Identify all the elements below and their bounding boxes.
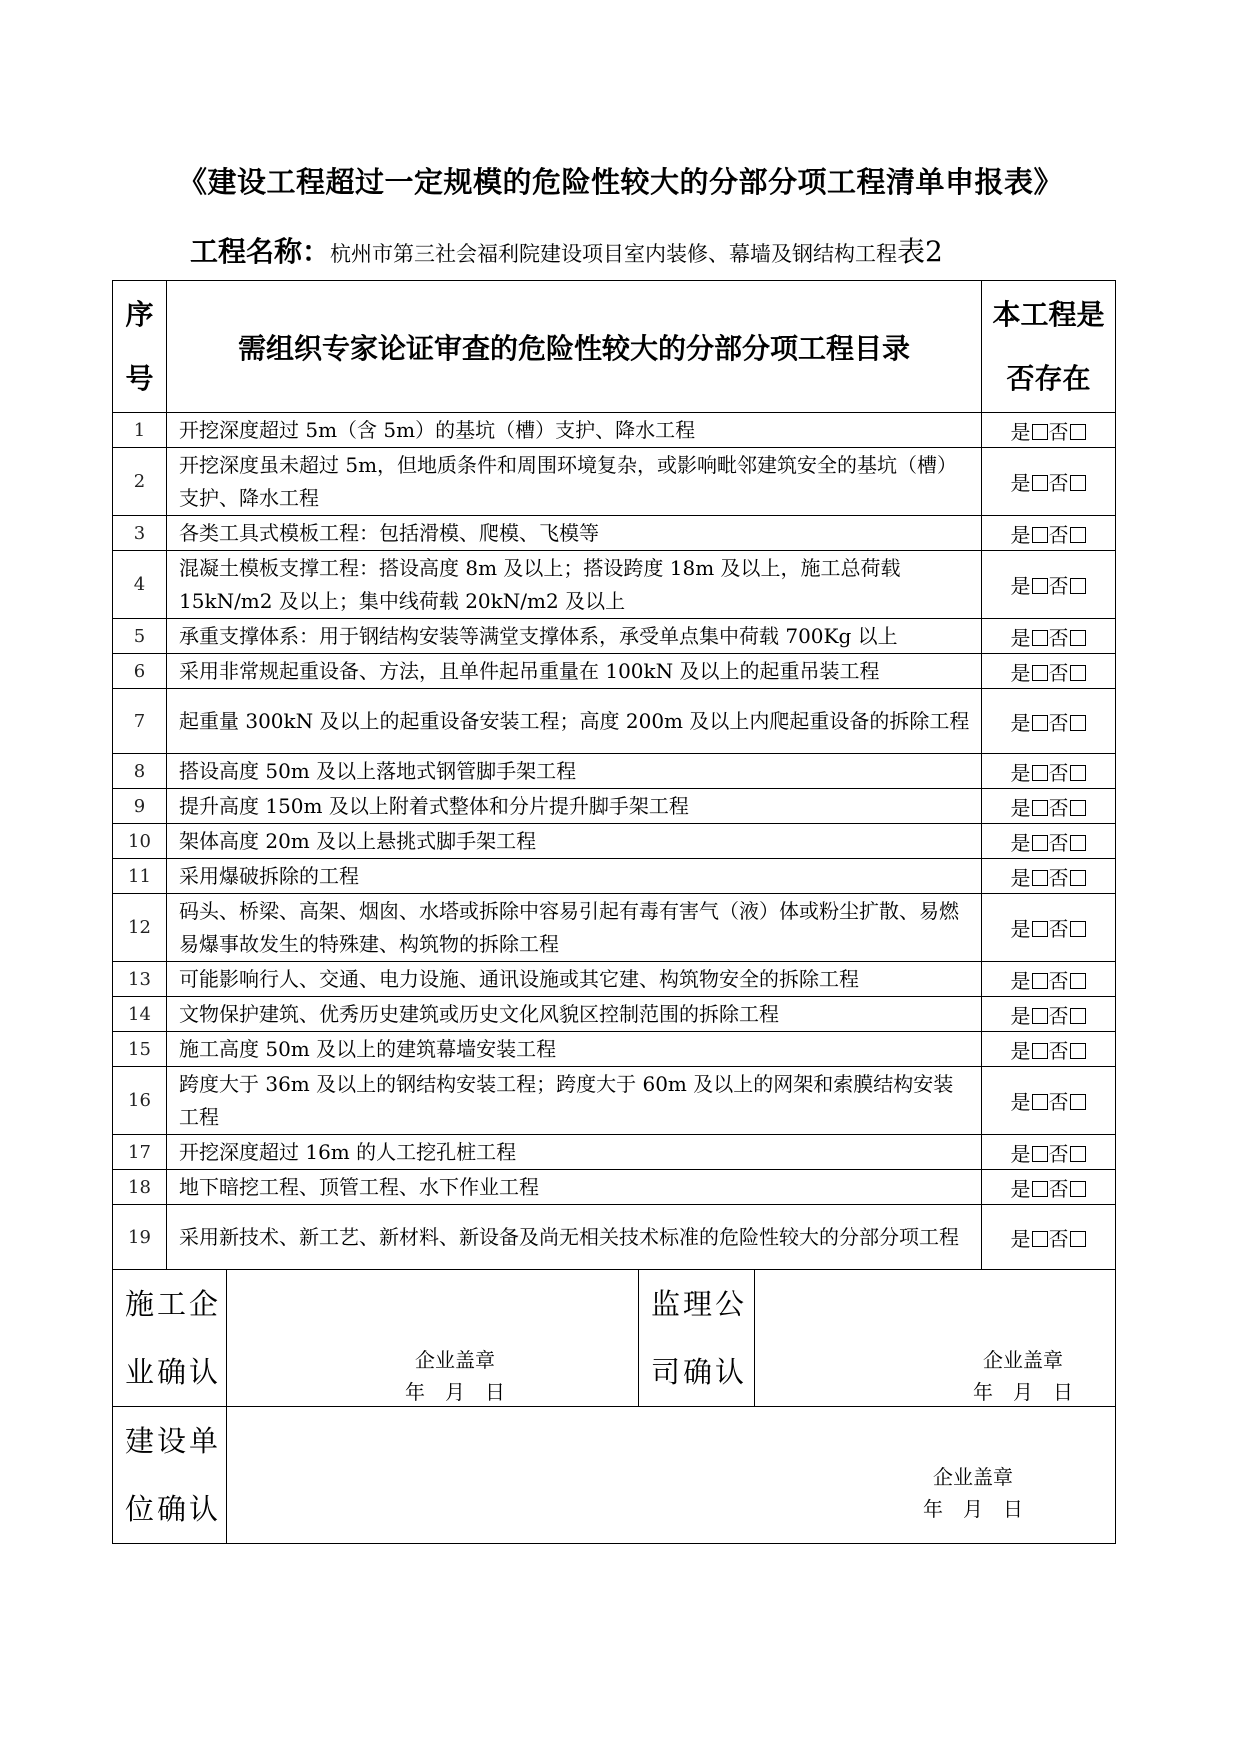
no-checkbox[interactable] bbox=[1070, 870, 1086, 886]
row-description: 跨度大于 36m 及以上的钢结构安装工程；跨度大于 60m 及以上的网架和索膜结构安装工程 bbox=[167, 1067, 982, 1135]
table-row bbox=[113, 754, 1116, 789]
table-row bbox=[113, 654, 1116, 689]
yes-checkbox[interactable] bbox=[1032, 1231, 1048, 1247]
row-number: 8 bbox=[113, 754, 167, 789]
row-description: 各类工具式模板工程：包括滑模、爬模、飞模等 bbox=[167, 516, 982, 551]
yes-checkbox[interactable] bbox=[1032, 475, 1048, 491]
contractor-signature-area[interactable] bbox=[227, 1270, 639, 1407]
supervisor-label-line1: 监理公 bbox=[651, 1287, 748, 1321]
yes-label: 是 bbox=[1010, 660, 1031, 685]
yes-checkbox[interactable] bbox=[1032, 765, 1048, 781]
row-number: 3 bbox=[113, 516, 167, 551]
header-exists-line2: 否存在 bbox=[1006, 361, 1091, 395]
owner-seal bbox=[923, 1461, 1023, 1525]
document-title: 《建设工程超过一定规模的危险性较大的分部分项工程清单申报表》 bbox=[177, 165, 1063, 199]
no-label: 否 bbox=[1048, 830, 1069, 855]
row-description: 提升高度 150m 及以上附着式整体和分片提升脚手架工程 bbox=[167, 789, 982, 824]
no-label: 否 bbox=[1048, 1141, 1069, 1166]
row-number: 12 bbox=[113, 894, 167, 962]
no-checkbox[interactable] bbox=[1070, 527, 1086, 543]
no-checkbox[interactable] bbox=[1070, 1043, 1086, 1059]
yes-label: 是 bbox=[1010, 760, 1031, 785]
table-number: 表2 bbox=[897, 235, 943, 268]
row-exists-choice bbox=[982, 551, 1116, 619]
supervisor-label-line2: 司确认 bbox=[651, 1355, 748, 1389]
yes-label: 是 bbox=[1010, 1226, 1031, 1251]
yes-label: 是 bbox=[1010, 471, 1031, 495]
no-checkbox[interactable] bbox=[1070, 1181, 1086, 1197]
row-number: 16 bbox=[113, 1067, 167, 1135]
table-row bbox=[113, 789, 1116, 824]
no-checkbox[interactable] bbox=[1070, 630, 1086, 646]
header-serial-line1: 序 bbox=[125, 297, 154, 331]
no-label: 否 bbox=[1048, 625, 1069, 650]
table-row bbox=[113, 516, 1116, 551]
header-exists-line1: 本工程是 bbox=[992, 297, 1105, 331]
row-number: 7 bbox=[113, 689, 167, 754]
yes-checkbox[interactable] bbox=[1032, 921, 1048, 937]
yes-label: 是 bbox=[1010, 1090, 1031, 1114]
row-number: 9 bbox=[113, 789, 167, 824]
row-number: 6 bbox=[113, 654, 167, 689]
yes-label: 是 bbox=[1010, 1176, 1031, 1201]
table-row bbox=[113, 1135, 1116, 1170]
row-exists-choice bbox=[982, 859, 1116, 894]
table-row bbox=[113, 962, 1116, 997]
signoff-row-contractor-supervisor bbox=[113, 1270, 1116, 1407]
yes-checkbox[interactable] bbox=[1032, 1146, 1048, 1162]
no-label: 否 bbox=[1048, 968, 1069, 993]
table-row bbox=[113, 689, 1116, 754]
row-number: 14 bbox=[113, 997, 167, 1032]
no-label: 否 bbox=[1048, 1003, 1069, 1028]
row-description: 开挖深度超过 16m 的人工挖孔桩工程 bbox=[167, 1135, 982, 1170]
table-row bbox=[113, 551, 1116, 619]
contractor-date: 年 月 日 bbox=[405, 1380, 505, 1404]
row-exists-choice bbox=[982, 448, 1116, 516]
row-number: 4 bbox=[113, 551, 167, 619]
yes-label: 是 bbox=[1010, 865, 1031, 890]
contractor-label-line2: 业确认 bbox=[125, 1355, 222, 1389]
table-row bbox=[113, 413, 1116, 448]
yes-checkbox[interactable] bbox=[1032, 1043, 1048, 1059]
no-checkbox[interactable] bbox=[1070, 1146, 1086, 1162]
header-row bbox=[113, 281, 1116, 413]
yes-label: 是 bbox=[1010, 795, 1031, 820]
row-description: 采用爆破拆除的工程 bbox=[167, 859, 982, 894]
row-description: 采用新技术、新工艺、新材料、新设备及尚无相关技术标准的危险性较大的分部分项工程 bbox=[167, 1205, 982, 1270]
header-exists bbox=[982, 281, 1116, 413]
no-checkbox[interactable] bbox=[1070, 800, 1086, 816]
no-label: 否 bbox=[1048, 917, 1069, 941]
row-exists-choice bbox=[982, 824, 1116, 859]
row-number: 1 bbox=[113, 413, 167, 448]
no-checkbox[interactable] bbox=[1070, 424, 1086, 440]
row-description: 承重支撑体系：用于钢结构安装等满堂支撑体系，承受单点集中荷载 700Kg 以上 bbox=[167, 619, 982, 654]
row-description: 采用非常规起重设备、方法，且单件起吊重量在 100kN 及以上的起重吊装工程 bbox=[167, 654, 982, 689]
supervisor-seal bbox=[973, 1344, 1073, 1408]
supervisor-signature-area[interactable] bbox=[755, 1270, 1116, 1407]
yes-label: 是 bbox=[1010, 522, 1031, 547]
header-catalog: 需组织专家论证审查的危险性较大的分部分项工程目录 bbox=[167, 281, 982, 413]
row-description: 搭设高度 50m 及以上落地式钢管脚手架工程 bbox=[167, 754, 982, 789]
yes-label: 是 bbox=[1010, 419, 1031, 444]
no-checkbox[interactable] bbox=[1070, 1231, 1086, 1247]
yes-checkbox[interactable] bbox=[1032, 578, 1048, 594]
no-label: 否 bbox=[1048, 795, 1069, 820]
table-row bbox=[113, 824, 1116, 859]
header-serial-line2: 号 bbox=[125, 361, 154, 395]
no-checkbox[interactable] bbox=[1070, 578, 1086, 594]
yes-label: 是 bbox=[1010, 1038, 1031, 1063]
row-exists-choice bbox=[982, 894, 1116, 962]
yes-checkbox[interactable] bbox=[1032, 424, 1048, 440]
contractor-seal bbox=[405, 1344, 505, 1408]
row-number: 15 bbox=[113, 1032, 167, 1067]
row-description: 混凝土模板支撑工程：搭设高度 8m 及以上；搭设跨度 18m 及以上，施工总荷载15kN/m2 及以上；集中线荷载 20kN/m2 及以上 bbox=[167, 551, 982, 619]
row-exists-choice bbox=[982, 997, 1116, 1032]
row-exists-choice bbox=[982, 962, 1116, 997]
contractor-seal-text: 企业盖章 bbox=[415, 1348, 495, 1372]
yes-checkbox[interactable] bbox=[1032, 1094, 1048, 1110]
yes-checkbox[interactable] bbox=[1032, 715, 1048, 731]
table-row bbox=[113, 619, 1116, 654]
row-exists-choice bbox=[982, 654, 1116, 689]
supervisor-confirm-label bbox=[639, 1270, 755, 1407]
row-description: 地下暗挖工程、顶管工程、水下作业工程 bbox=[167, 1170, 982, 1205]
row-number: 10 bbox=[113, 824, 167, 859]
no-label: 否 bbox=[1048, 471, 1069, 495]
row-exists-choice bbox=[982, 1135, 1116, 1170]
yes-checkbox[interactable] bbox=[1032, 870, 1048, 886]
table-row bbox=[113, 448, 1116, 516]
project-name-label: 工程名称： bbox=[190, 235, 331, 268]
header-serial-no bbox=[113, 281, 167, 413]
signoff-row-owner bbox=[113, 1407, 1116, 1544]
row-exists-choice bbox=[982, 754, 1116, 789]
no-checkbox[interactable] bbox=[1070, 921, 1086, 937]
row-description: 码头、桥梁、高架、烟囱、水塔或拆除中容易引起有毒有害气（液）体或粉尘扩散、易燃易爆事故发生的特殊建、构筑物的拆除工程 bbox=[167, 894, 982, 962]
yes-checkbox[interactable] bbox=[1032, 665, 1048, 681]
no-label: 否 bbox=[1048, 1176, 1069, 1201]
no-label: 否 bbox=[1048, 574, 1069, 598]
no-label: 否 bbox=[1048, 419, 1069, 444]
row-number: 18 bbox=[113, 1170, 167, 1205]
row-number: 17 bbox=[113, 1135, 167, 1170]
no-label: 否 bbox=[1048, 1226, 1069, 1251]
yes-checkbox[interactable] bbox=[1032, 1181, 1048, 1197]
row-exists-choice bbox=[982, 413, 1116, 448]
row-exists-choice bbox=[982, 1032, 1116, 1067]
row-exists-choice bbox=[982, 789, 1116, 824]
row-exists-choice bbox=[982, 1067, 1116, 1135]
row-exists-choice bbox=[982, 516, 1116, 551]
owner-seal-text: 企业盖章 bbox=[933, 1465, 1013, 1489]
yes-checkbox[interactable] bbox=[1032, 835, 1048, 851]
row-description: 起重量 300kN 及以上的起重设备安装工程；高度 200m 及以上内爬起重设备的拆除工程 bbox=[167, 689, 982, 754]
table-row bbox=[113, 1170, 1116, 1205]
owner-signature-area[interactable] bbox=[227, 1407, 1116, 1544]
row-exists-choice bbox=[982, 619, 1116, 654]
no-checkbox[interactable] bbox=[1070, 973, 1086, 989]
no-label: 否 bbox=[1048, 660, 1069, 685]
owner-label-line1: 建设单 bbox=[125, 1424, 222, 1458]
table-row bbox=[113, 1032, 1116, 1067]
row-number: 13 bbox=[113, 962, 167, 997]
row-exists-choice bbox=[982, 689, 1116, 754]
row-number: 5 bbox=[113, 619, 167, 654]
no-label: 否 bbox=[1048, 760, 1069, 785]
table-row bbox=[113, 894, 1116, 962]
no-checkbox[interactable] bbox=[1070, 765, 1086, 781]
yes-checkbox[interactable] bbox=[1032, 800, 1048, 816]
no-label: 否 bbox=[1048, 1090, 1069, 1114]
yes-label: 是 bbox=[1010, 968, 1031, 993]
no-checkbox[interactable] bbox=[1070, 665, 1086, 681]
no-checkbox[interactable] bbox=[1070, 475, 1086, 491]
supervisor-date: 年 月 日 bbox=[973, 1380, 1073, 1404]
contractor-label-line1: 施工企 bbox=[125, 1287, 222, 1321]
yes-checkbox[interactable] bbox=[1032, 630, 1048, 646]
row-description: 施工高度 50m 及以上的建筑幕墙安装工程 bbox=[167, 1032, 982, 1067]
yes-checkbox[interactable] bbox=[1032, 527, 1048, 543]
yes-label: 是 bbox=[1010, 830, 1031, 855]
project-line bbox=[190, 230, 943, 270]
row-description: 开挖深度虽未超过 5m，但地质条件和周围环境复杂，或影响毗邻建筑安全的基坑（槽）支护、降水工程 bbox=[167, 448, 982, 516]
row-number: 19 bbox=[113, 1205, 167, 1270]
row-exists-choice bbox=[982, 1170, 1116, 1205]
yes-label: 是 bbox=[1010, 574, 1031, 598]
project-name-value: 杭州市第三社会福利院建设项目室内装修、幕墙及钢结构工程 bbox=[330, 242, 898, 266]
no-checkbox[interactable] bbox=[1070, 835, 1086, 851]
no-checkbox[interactable] bbox=[1070, 715, 1086, 731]
owner-label-line2: 位确认 bbox=[125, 1492, 222, 1526]
table-row bbox=[113, 859, 1116, 894]
row-description: 文物保护建筑、优秀历史建筑或历史文化风貌区控制范围的拆除工程 bbox=[167, 997, 982, 1032]
no-label: 否 bbox=[1048, 522, 1069, 547]
row-description: 可能影响行人、交通、电力设施、通讯设施或其它建、构筑物安全的拆除工程 bbox=[167, 962, 982, 997]
table-row bbox=[113, 1067, 1116, 1135]
row-number: 2 bbox=[113, 448, 167, 516]
yes-label: 是 bbox=[1010, 1003, 1031, 1028]
no-checkbox[interactable] bbox=[1070, 1094, 1086, 1110]
owner-confirm-label bbox=[113, 1407, 227, 1544]
row-description: 开挖深度超过 5m（含 5m）的基坑（槽）支护、降水工程 bbox=[167, 413, 982, 448]
row-exists-choice bbox=[982, 1205, 1116, 1270]
declaration-table bbox=[112, 280, 1116, 1544]
yes-label: 是 bbox=[1010, 917, 1031, 941]
no-label: 否 bbox=[1048, 865, 1069, 890]
table-row bbox=[113, 997, 1116, 1032]
no-label: 否 bbox=[1048, 1038, 1069, 1063]
yes-checkbox[interactable] bbox=[1032, 1008, 1048, 1024]
supervisor-seal-text: 企业盖章 bbox=[983, 1348, 1063, 1372]
contractor-confirm-label bbox=[113, 1270, 227, 1407]
yes-checkbox[interactable] bbox=[1032, 973, 1048, 989]
row-number: 11 bbox=[113, 859, 167, 894]
yes-label: 是 bbox=[1010, 1141, 1031, 1166]
owner-date: 年 月 日 bbox=[923, 1497, 1023, 1521]
yes-label: 是 bbox=[1010, 710, 1031, 735]
table-row bbox=[113, 1205, 1116, 1270]
yes-label: 是 bbox=[1010, 625, 1031, 650]
row-description: 架体高度 20m 及以上悬挑式脚手架工程 bbox=[167, 824, 982, 859]
no-label: 否 bbox=[1048, 710, 1069, 735]
no-checkbox[interactable] bbox=[1070, 1008, 1086, 1024]
